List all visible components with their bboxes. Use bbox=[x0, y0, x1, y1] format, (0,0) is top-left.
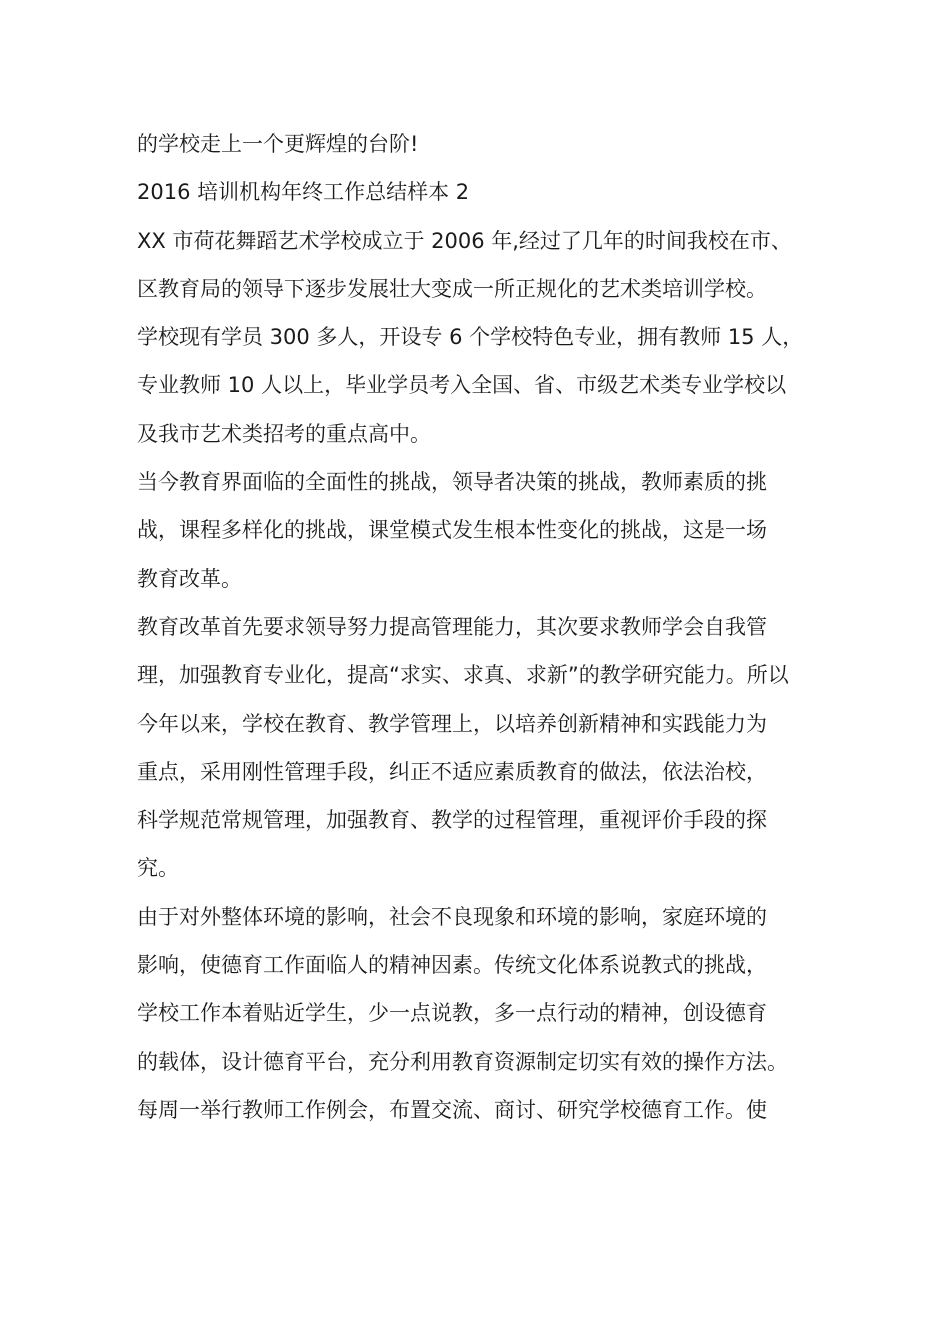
text-line: 究。 bbox=[137, 856, 179, 881]
text-line: 的学校走上一个更辉煌的台阶! bbox=[137, 132, 419, 156]
text-line: 教育改革。 bbox=[137, 566, 242, 591]
text-line: 教育改革首先要求领导努力提高管理能力，其次要求教师学会自我管 bbox=[137, 614, 767, 639]
text-line: 当今教育界面临的全面性的挑战，领导者决策的挑战，教师素质的挑 bbox=[137, 470, 767, 495]
text-line: 学校工作本着贴近学生，少一点说教，多一点行动的精神，创设德育 bbox=[137, 1001, 767, 1026]
text-line: 科学规范常规管理，加强教育、教学的过程管理，重视评价手段的探 bbox=[137, 808, 767, 833]
text-line: 重点，采用刚性管理手段，纠正不适应素质教育的做法，依法治校， bbox=[137, 759, 767, 784]
text-line: 区教育局的领导下逐步发展壮大变成一所正规化的艺术类培训学校。 bbox=[137, 276, 767, 301]
text-line: XX 市荷花舞蹈艺术学校成立于 2006 年,经过了几年的时间我校在市、 bbox=[137, 228, 792, 253]
text-line: 的载体，设计德育平台，充分利用教育资源制定切实有效的操作方法。 bbox=[137, 1049, 788, 1074]
text-line: 影响，使德育工作面临人的精神因素。传统文化体系说教式的挑战， bbox=[137, 953, 767, 978]
text-line: 战，课程多样化的挑战，课堂模式发生根本性变化的挑战，这是一场 bbox=[137, 518, 767, 543]
section-heading: 2016 培训机构年终工作总结样本 2 bbox=[137, 180, 470, 205]
text-line: 及我市艺术类招考的重点高中。 bbox=[137, 421, 431, 446]
document-body bbox=[137, 120, 827, 1134]
text-line: 专业教师 10 人以上，毕业学员考入全国、省、市级艺术类专业学校以 bbox=[137, 373, 787, 398]
text-line: 今年以来，学校在教育、教学管理上，以培养创新精神和实践能力为 bbox=[137, 711, 767, 736]
text-line: 理，加强教育专业化，提高“求实、求真、求新”的教学研究能力。所以 bbox=[137, 663, 789, 688]
text-line: 由于对外整体环境的影响，社会不良现象和环境的影响，家庭环境的 bbox=[137, 904, 767, 929]
text-line: 每周一举行教师工作例会，布置交流、商讨、研究学校德育工作。使 bbox=[137, 1097, 767, 1122]
text-line: 学校现有学员 300 多人，开设专 6 个学校特色专业，拥有教师 15 人， bbox=[137, 325, 804, 350]
